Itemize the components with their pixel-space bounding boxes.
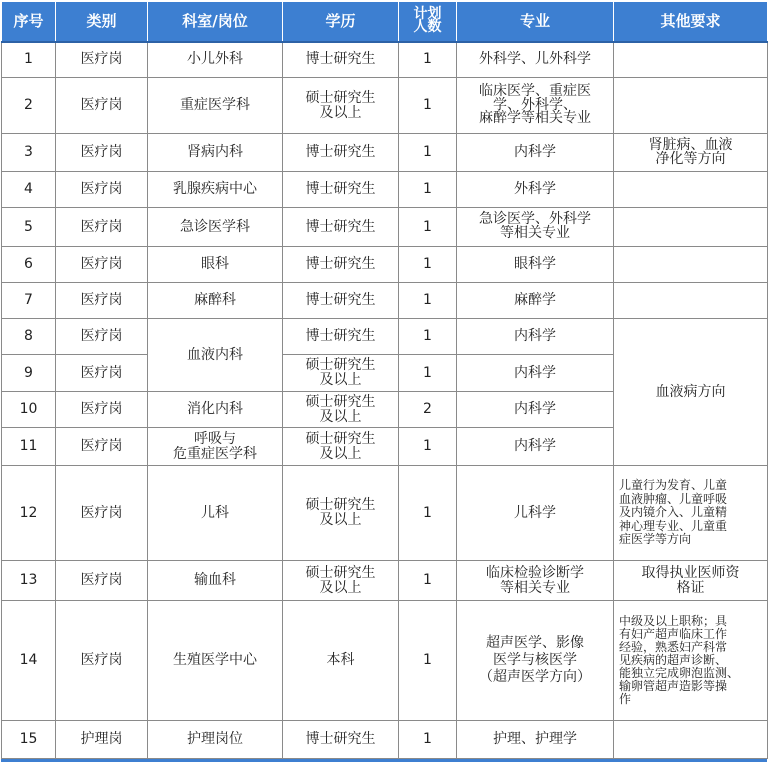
- cell-major: 内科学: [457, 428, 614, 466]
- cell-department: 急诊医学科: [148, 208, 283, 247]
- table-row: [2, 208, 768, 247]
- cell-department: 小儿外科: [148, 42, 283, 78]
- cell-department: 眼科: [148, 247, 283, 283]
- cell-major: 外科学、儿外科学: [457, 42, 614, 78]
- table-row: [2, 42, 768, 78]
- cell-plan-count: 1: [399, 355, 457, 392]
- cell-major: 内科学: [457, 319, 614, 355]
- cell-major: 护理、护理学: [457, 721, 614, 759]
- cell-education: 硕士研究生 及以上: [283, 392, 399, 428]
- table-row: [2, 561, 768, 601]
- header-row: [2, 2, 768, 42]
- cell-other-requirements: [614, 78, 768, 134]
- table-row: [2, 134, 768, 172]
- cell-no: 7: [2, 283, 56, 319]
- table-row: [2, 172, 768, 208]
- cell-education: 博士研究生: [283, 283, 399, 319]
- table-body: [2, 42, 768, 759]
- cell-category: 医疗岗: [56, 283, 148, 319]
- table-row: [2, 721, 768, 759]
- cell-plan-count: 1: [399, 601, 457, 721]
- cell-other-requirements: [614, 208, 768, 247]
- cell-major: 眼科学: [457, 247, 614, 283]
- cell-category: 医疗岗: [56, 247, 148, 283]
- cell-department: 呼吸与 危重症医学科: [148, 428, 283, 466]
- cell-plan-count: 1: [399, 247, 457, 283]
- cell-department: 麻醉科: [148, 283, 283, 319]
- cell-department: 血液内科: [148, 319, 283, 392]
- cell-category: 医疗岗: [56, 392, 148, 428]
- cell-education: 博士研究生: [283, 247, 399, 283]
- cell-no: 4: [2, 172, 56, 208]
- cell-category: 医疗岗: [56, 355, 148, 392]
- cell-no: 8: [2, 319, 56, 355]
- cell-education: 博士研究生: [283, 208, 399, 247]
- cell-department: 消化内科: [148, 392, 283, 428]
- cell-category: 医疗岗: [56, 319, 148, 355]
- cell-other-requirements: [614, 247, 768, 283]
- cell-other-requirements: [614, 721, 768, 759]
- cell-other-requirements: 血液病方向: [614, 319, 768, 466]
- cell-major: 内科学: [457, 355, 614, 392]
- cell-department: 重症医学科: [148, 78, 283, 134]
- cell-category: 医疗岗: [56, 428, 148, 466]
- cell-department: 护理岗位: [148, 721, 283, 759]
- cell-no: 11: [2, 428, 56, 466]
- cell-other-requirements: 儿童行为发育、儿童 血液肿瘤、儿童呼吸 及内镜介入、儿童精 神心理专业、儿童重 症医学等方向: [614, 466, 768, 561]
- header-education: 学历: [283, 2, 399, 42]
- cell-major: 麻醉学: [457, 283, 614, 319]
- cell-major: 儿科学: [457, 466, 614, 561]
- cell-plan-count: 1: [399, 283, 457, 319]
- table-row: [2, 247, 768, 283]
- recruitment-table: [1, 1, 768, 759]
- header-category: 类别: [56, 2, 148, 42]
- cell-education: 博士研究生: [283, 42, 399, 78]
- cell-plan-count: 1: [399, 561, 457, 601]
- cell-plan-count: 1: [399, 721, 457, 759]
- header-no: 序号: [2, 2, 56, 42]
- cell-education: 硕士研究生 及以上: [283, 355, 399, 392]
- cell-no: 2: [2, 78, 56, 134]
- cell-education: 博士研究生: [283, 319, 399, 355]
- cell-plan-count: 1: [399, 78, 457, 134]
- header-major: 专业: [457, 2, 614, 42]
- cell-plan-count: 1: [399, 428, 457, 466]
- cell-education: 博士研究生: [283, 721, 399, 759]
- cell-department: 输血科: [148, 561, 283, 601]
- header-department: 科室/岗位: [148, 2, 283, 42]
- cell-major: 内科学: [457, 134, 614, 172]
- cell-major: 临床检验诊断学 等相关专业: [457, 561, 614, 601]
- cell-category: 医疗岗: [56, 208, 148, 247]
- table-row: [2, 319, 768, 355]
- cell-plan-count: 1: [399, 172, 457, 208]
- cell-education: 硕士研究生 及以上: [283, 78, 399, 134]
- cell-other-requirements: 取得执业医师资 格证: [614, 561, 768, 601]
- cell-major: 超声医学、影像 医学与核医学 （超声医学方向）: [457, 601, 614, 721]
- cell-plan-count: 1: [399, 319, 457, 355]
- cell-no: 6: [2, 247, 56, 283]
- header-other-requirements: 其他要求: [614, 2, 768, 42]
- cell-category: 医疗岗: [56, 561, 148, 601]
- cell-no: 15: [2, 721, 56, 759]
- cell-department: 肾病内科: [148, 134, 283, 172]
- cell-major: 急诊医学、外科学 等相关专业: [457, 208, 614, 247]
- table-row: [2, 601, 768, 721]
- table-bottom-rule: [1, 759, 767, 762]
- cell-category: 护理岗: [56, 721, 148, 759]
- cell-no: 9: [2, 355, 56, 392]
- cell-education: 博士研究生: [283, 134, 399, 172]
- cell-no: 12: [2, 466, 56, 561]
- cell-education: 本科: [283, 601, 399, 721]
- cell-no: 10: [2, 392, 56, 428]
- table-row: [2, 78, 768, 134]
- cell-plan-count: 1: [399, 466, 457, 561]
- cell-department: 乳腺疾病中心: [148, 172, 283, 208]
- table-row: [2, 466, 768, 561]
- cell-other-requirements: [614, 172, 768, 208]
- cell-major: 临床医学、重症医 学、外科学、 麻醉学等相关专业: [457, 78, 614, 134]
- cell-category: 医疗岗: [56, 601, 148, 721]
- cell-category: 医疗岗: [56, 134, 148, 172]
- cell-no: 3: [2, 134, 56, 172]
- cell-plan-count: 1: [399, 42, 457, 78]
- cell-no: 1: [2, 42, 56, 78]
- cell-plan-count: 1: [399, 134, 457, 172]
- cell-other-requirements: 中级及以上职称；具 有妇产超声临床工作 经验，熟悉妇产科常 见疾病的超声诊断、 能独立完成卵泡监测、 输卵管超声造影等操 作: [614, 601, 768, 721]
- cell-department: 儿科: [148, 466, 283, 561]
- cell-education: 硕士研究生 及以上: [283, 561, 399, 601]
- cell-plan-count: 2: [399, 392, 457, 428]
- cell-education: 硕士研究生 及以上: [283, 428, 399, 466]
- cell-other-requirements: 肾脏病、血液 净化等方向: [614, 134, 768, 172]
- cell-no: 14: [2, 601, 56, 721]
- cell-category: 医疗岗: [56, 78, 148, 134]
- cell-category: 医疗岗: [56, 172, 148, 208]
- header-plan-count: 计划 人数: [399, 2, 457, 42]
- cell-no: 13: [2, 561, 56, 601]
- cell-department: 生殖医学中心: [148, 601, 283, 721]
- cell-education: 博士研究生: [283, 172, 399, 208]
- cell-category: 医疗岗: [56, 466, 148, 561]
- cell-category: 医疗岗: [56, 42, 148, 78]
- cell-other-requirements: [614, 42, 768, 78]
- cell-plan-count: 1: [399, 208, 457, 247]
- cell-other-requirements: [614, 283, 768, 319]
- cell-major: 内科学: [457, 392, 614, 428]
- cell-no: 5: [2, 208, 56, 247]
- cell-major: 外科学: [457, 172, 614, 208]
- table-row: [2, 283, 768, 319]
- cell-education: 硕士研究生 及以上: [283, 466, 399, 561]
